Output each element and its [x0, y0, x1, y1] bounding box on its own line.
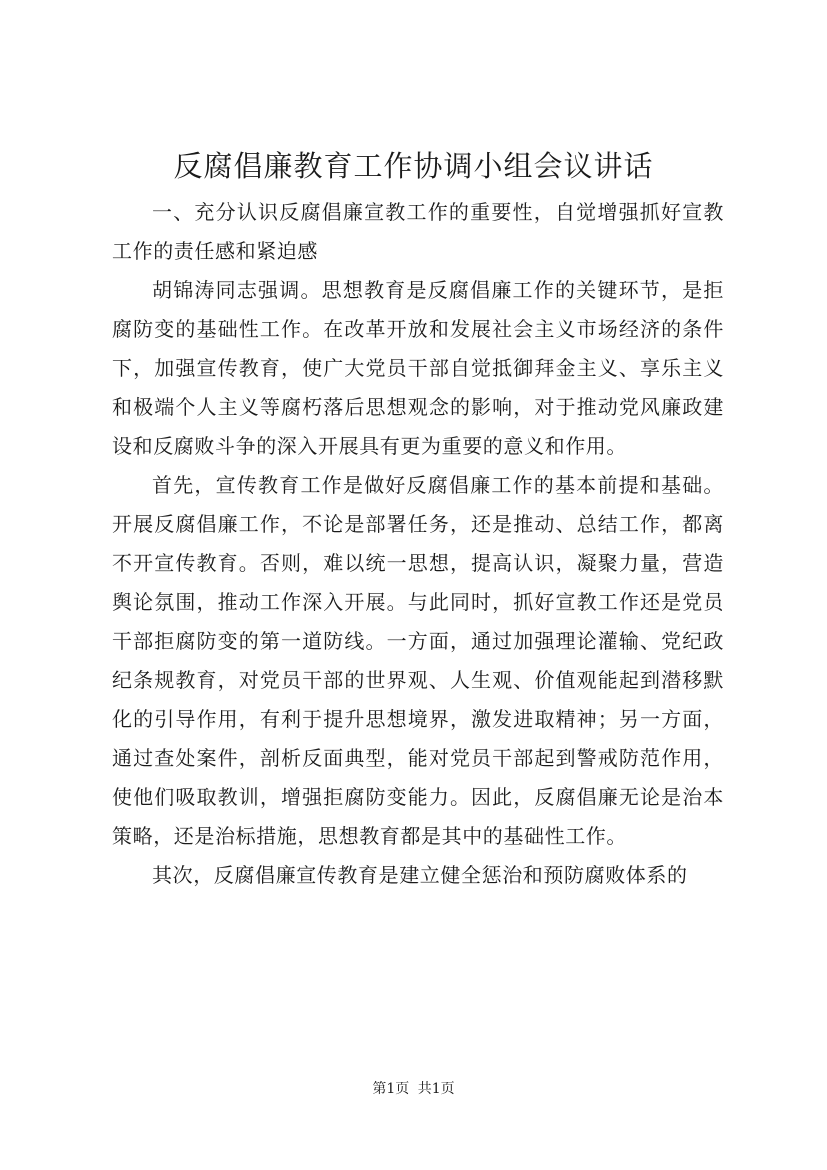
paragraph-heading: 一、充分认识反腐倡廉宣教工作的重要性，自觉增强抓好宣教工作的责任感和紧迫感 [112, 200, 724, 263]
paragraph-3: 其次，反腐倡廉宣传教育是建立健全惩治和预防腐败体系的 [152, 863, 688, 887]
page-number: 第1页 [372, 1081, 410, 1097]
document-title: 反腐倡廉教育工作协调小组会议讲话 [173, 149, 654, 183]
page-total: 共1页 [417, 1081, 455, 1097]
document-body [112, 193, 724, 895]
paragraph-1: 胡锦涛同志强调。思想教育是反腐倡廉工作的关键环节，是拒腐防变的基础性工作。在改革开放和发展社会主义市场经济的条件下，加强宣传教育，使广大党员干部自觉抵御拜金主义、享乐主义和极端个人主义等腐朽落后思想观念的影响，对于推动党风廉政建设和反腐败斗争的深入开展具有更为重要的意义和作用。 [112, 278, 724, 458]
paragraph-2: 首先，宣传教育工作是做好反腐倡廉工作的基本前提和基础。开展反腐倡廉工作，不论是部署任务，还是推动、总结工作，都离不开宣传教育。否则，难以统一思想，提高认识，凝聚力量，营造舆论氛围，推动工作深入开展。与此同时，抓好宣教工作还是党员干部拒腐防变的第一道防线。一方面，通过加强理论灌输、党纪政纪条规教育，对党员干部的世界观、人生观、价值观能起到潜移默化的引导作用，有利于提升思想境界，激发进取精神；另一方面，通过查处案件，剖析反面典型，能对党员干部起到警戒防范作用，使他们吸取教训，增强拒腐防变能力。因此，反腐倡廉无论是治本策略，还是治标措施，思想教育都是其中的基础性工作。 [112, 473, 724, 848]
page-footer [0, 1079, 827, 1099]
